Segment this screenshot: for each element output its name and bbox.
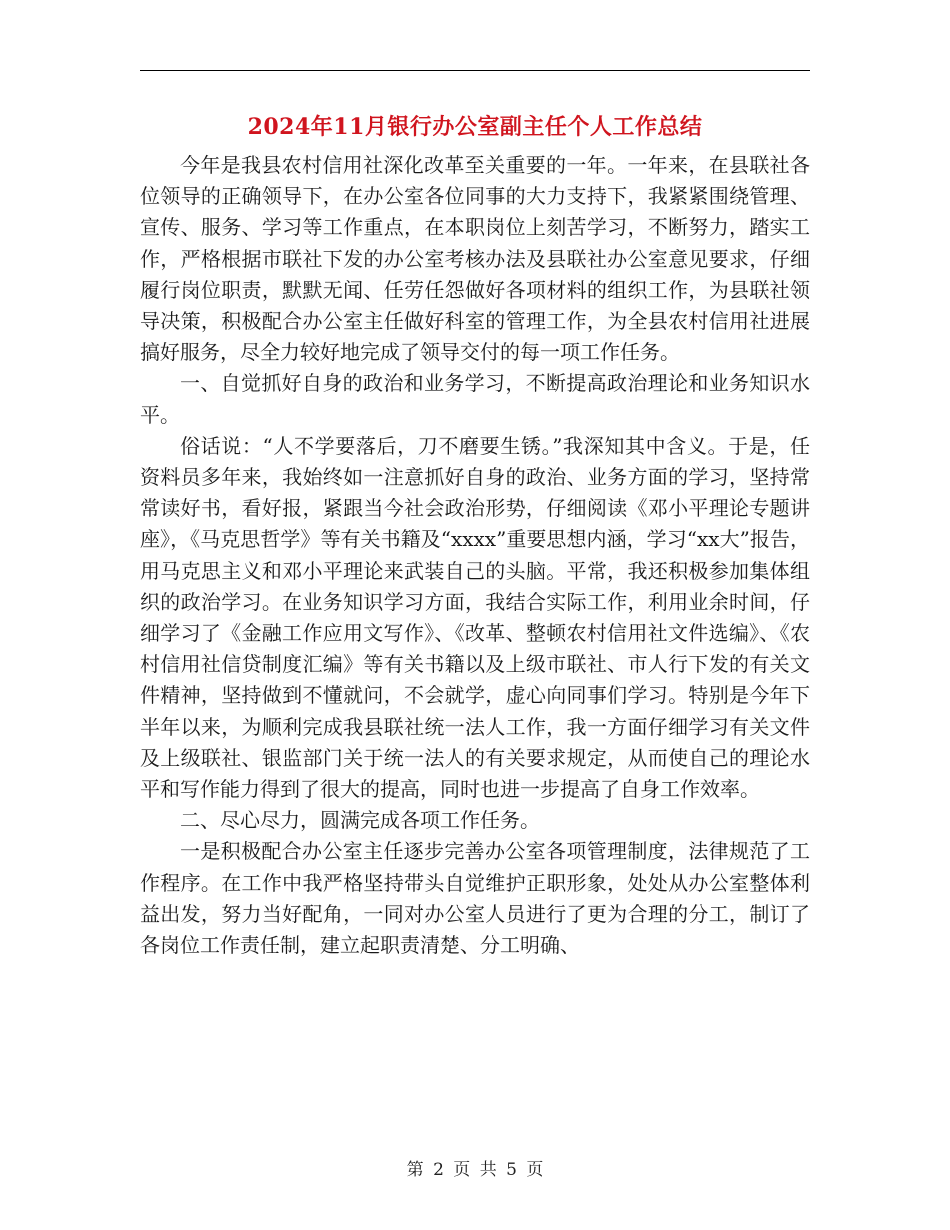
section-heading-1: 一、自觉抓好自身的政治和业务学习，不断提高政治理论和业务知识水平。	[140, 371, 810, 427]
paragraph-intro: 今年是我县农村信用社深化改革至关重要的一年。一年来，在县联社各位领导的正确领导下，在办公室各位同事的大力支持下，我紧紧围绕管理、宣传、服务、学习等工作重点，在本职岗位上刻苦学习，不断努力，踏实工作，严格根据市联社下发的办公室考核办法及县联社办公室意见要求，仔细履行岗位职责，默默无闻、任劳任怨做好各项材料的组织工作，为县联社领导决策，积极配合办公室主任做好科室的管理工作，为全县农村信用社进展搞好服务，尽全力较好地完成了领导交付的每一项工作任务。	[140, 153, 810, 365]
paragraph-tasks: 一是积极配合办公室主任逐步完善办公室各项管理制度，法律规范了工作程序。在工作中我严格坚持带头自觉维护正职形象，处处从办公室整体利益出发，努力当好配角，一同对办公室人员进行了更为合理的分工，制订了各岗位工作责任制，建立起职责清楚、分工明确、	[140, 839, 810, 958]
section-heading-2: 二、尽心尽力，圆满完成各项工作任务。	[180, 808, 540, 833]
header-rule	[140, 70, 810, 71]
page-number-footer: 第 2 页 共 5 页	[406, 1160, 544, 1180]
document-title: 2024年11月银行办公室副主任个人工作总结	[247, 114, 703, 140]
paragraph-study: 俗话说：“人不学要落后，刀不磨要生锈。”我深知其中含义。于是，任资料员多年来，我始终如一注意抓好自身的政治、业务方面的学习，坚持常常读好书，看好报，紧跟当今社会政治形势，仔细阅读《邓小平理论专题讲座》，《马克思哲学》等有关书籍及“xxxx”重要思想内涵，学习“xx大”报告，用马克思主义和邓小平理论来武装自己的头脑。平常，我还积极参加集体组织的政治学习。在业务知识学习方面，我结合实际工作，利用业余时间，仔细学习了《金融工作应用文写作》、《改革、整顿农村信用社文件选编》、《农村信用社信贷制度汇编》等有关书籍以及上级市联社、市人行下发的有关文件精神，坚持做到不懂就问，不会就学，虚心向同事们学习。特别是今年下半年以来，为顺利完成我县联社统一法人工作，我一方面仔细学习有关文件及上级联社、银监部门关于统一法人的有关要求规定，从而使自己的理论水平和写作能力得到了很大的提高，同时也进一步提高了自身工作效率。	[140, 433, 810, 802]
document-body	[140, 150, 810, 961]
